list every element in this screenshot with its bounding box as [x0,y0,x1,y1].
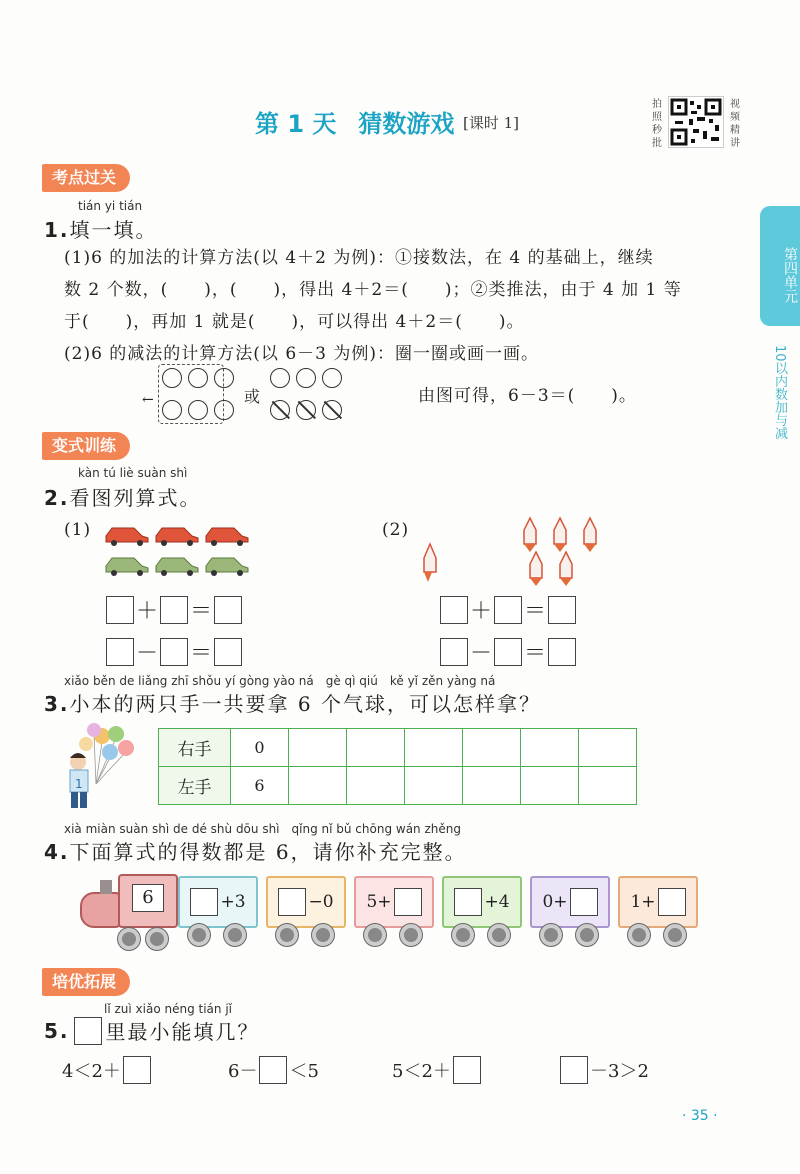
circle [188,400,208,420]
car-expression-prefix: 0+ [542,892,568,912]
box-icon [74,1017,102,1045]
qr-right-label: 视频精讲 [730,99,740,149]
circle [270,368,290,388]
wheel [224,924,246,946]
q2-part1-label: (1) [64,520,92,540]
answer-box[interactable] [160,638,188,666]
answer-box[interactable] [560,1056,588,1084]
answer-box[interactable] [440,596,468,624]
answer-box[interactable] [123,1056,151,1084]
table-header-left-hand: 左手 [159,767,231,805]
table-cell: 6 [231,767,289,805]
car-expression-suffix: +3 [220,892,246,912]
wheel [664,924,686,946]
answer-box[interactable] [214,596,242,624]
wheel [400,924,422,946]
rockets-picture [412,514,612,594]
train-car [618,876,698,928]
wheel [364,924,386,946]
train-engine-front [80,892,120,928]
q5-inequality-2: 6－ ＜5 [228,1056,319,1084]
qr-code-icon[interactable] [668,96,724,148]
table-row [159,729,637,767]
answer-box[interactable] [278,888,306,916]
table-cell[interactable] [289,729,347,767]
table-cell[interactable] [405,729,463,767]
answer-box[interactable] [570,888,598,916]
train-car [442,876,522,928]
answer-box[interactable] [494,596,522,624]
answer-box[interactable] [440,638,468,666]
wheel [188,924,210,946]
answer-box[interactable] [454,888,482,916]
train-car [354,876,434,928]
circle [296,368,316,388]
answer-box[interactable] [106,596,134,624]
q5-inequality-1: 4＜2＋ [62,1056,153,1084]
table-cell[interactable] [579,729,637,767]
circle [162,400,182,420]
table-cell[interactable] [521,767,579,805]
q4-heading: 4.下面算式的得数都是 6，请你补充完整。 [44,840,467,864]
wheel [628,924,650,946]
shirt-number: 1 [75,777,83,791]
car-expression-prefix: 1+ [630,892,656,912]
lesson-label: [课时 1] [463,114,520,132]
cars-picture [104,522,254,582]
wheel [452,924,474,946]
circle [214,368,234,388]
q4-pinyin: xià miàn suàn shì de dé shù dōu shì qǐng nǐ bǔ chōng wán zhěng [64,822,461,836]
q1-body: (1)6 的加法的计算方法(以 4＋2 为例)：①接数法，在 4 的基础上，继续 数 2 个数，( )，( )，得出 4＋2＝( )；②类推法，由于 4 加 1 等 于( )，再加 1 就是( )，可以得出 4＋2＝( )。 (2)6 的减法的计算方法(以 6－3 为例)：圈一圈或画一画。 [64,248,682,364]
q5-pinyin: lǐ zuì xiǎo néng tián jǐ [104,1002,232,1016]
answer-box[interactable] [548,596,576,624]
circle [214,400,234,420]
crossed-circle [270,400,290,420]
table-cell: 0 [231,729,289,767]
qr-left-label: 拍照秒批 [652,99,662,149]
q5-heading: 5. 里最小能填几？ [44,1018,260,1044]
answer-box[interactable] [548,638,576,666]
q2-part1-sub-equation: － ＝ [106,636,242,667]
page-title: 第 1 天 猜数游戏 [255,110,455,138]
q2-part2-label: (2) [382,520,410,540]
table-cell[interactable] [347,729,405,767]
train-engine-cab [118,874,178,928]
crossed-circle [296,400,316,420]
table-cell[interactable] [521,729,579,767]
train-picture [78,872,698,948]
q3-heading: 3.小本的两只手一共要拿 6 个气球，可以怎样拿？ [44,692,541,716]
page-number: · 35 · [682,1108,718,1124]
balloon-table [158,728,637,805]
crossed-circle [322,400,342,420]
q2-part2-add-equation: ＋ ＝ [440,594,576,625]
q1-pinyin: tián yi tián [78,199,143,213]
circles-diagram: ← 或 [142,362,382,432]
wheel [576,924,598,946]
q1-heading: 1.填一填。 [44,218,158,242]
circle [188,368,208,388]
answer-box[interactable] [160,596,188,624]
wheel [118,928,140,950]
table-header-right-hand: 右手 [159,729,231,767]
car-expression-suffix: −0 [308,892,334,912]
circle [322,368,342,388]
table-cell[interactable] [289,767,347,805]
wheel [312,924,334,946]
section-tag-variation: 变式训练 [42,432,130,460]
answer-box[interactable] [106,638,134,666]
q5-inequality-3: 5＜2＋ [392,1056,483,1084]
chimney [100,880,112,894]
car-expression-suffix: +4 [484,892,510,912]
engine-number: 6 [132,884,164,912]
table-cell[interactable] [463,767,521,805]
answer-box[interactable] [394,888,422,916]
section-tag-extension: 培优拓展 [42,968,130,996]
q2-part1-add-equation: ＋ ＝ [106,594,242,625]
train-car [530,876,610,928]
answer-box[interactable] [658,888,686,916]
answer-box[interactable] [453,1056,481,1084]
wheel [146,928,168,950]
table-cell[interactable] [579,767,637,805]
q2-pinyin: kàn tú liè suàn shì [78,466,188,480]
answer-box[interactable] [259,1056,287,1084]
unit-side-tab: 第四单元 [760,206,800,326]
table-cell[interactable] [405,767,463,805]
or-label: 或 [244,387,261,406]
q2-part2-sub-equation: － ＝ [440,636,576,667]
q2-heading: 2.看图列算式。 [44,486,202,510]
answer-box[interactable] [190,888,218,916]
q1-result: 由图可得，6－3＝( )。 [418,386,637,406]
table-row [159,767,637,805]
wheel [488,924,510,946]
unit-topic-label: 10以内数加与减 [772,345,787,440]
section-tag-basics: 考点过关 [42,164,130,192]
table-cell[interactable] [347,767,405,805]
wheel [540,924,562,946]
car-expression-prefix: 5+ [366,892,392,912]
answer-box[interactable] [494,638,522,666]
train-car [178,876,258,928]
circle [162,368,182,388]
answer-box[interactable] [214,638,242,666]
q3-pinyin: xiǎo běn de liǎng zhī shǒu yí gòng yào ná gè qì qiú kě yǐ zěn yàng ná [64,674,496,688]
wheel [276,924,298,946]
boy-with-balloons-picture [58,722,138,818]
train-car [266,876,346,928]
table-cell[interactable] [463,729,521,767]
q5-inequality-4: －3＞2 [558,1056,649,1084]
